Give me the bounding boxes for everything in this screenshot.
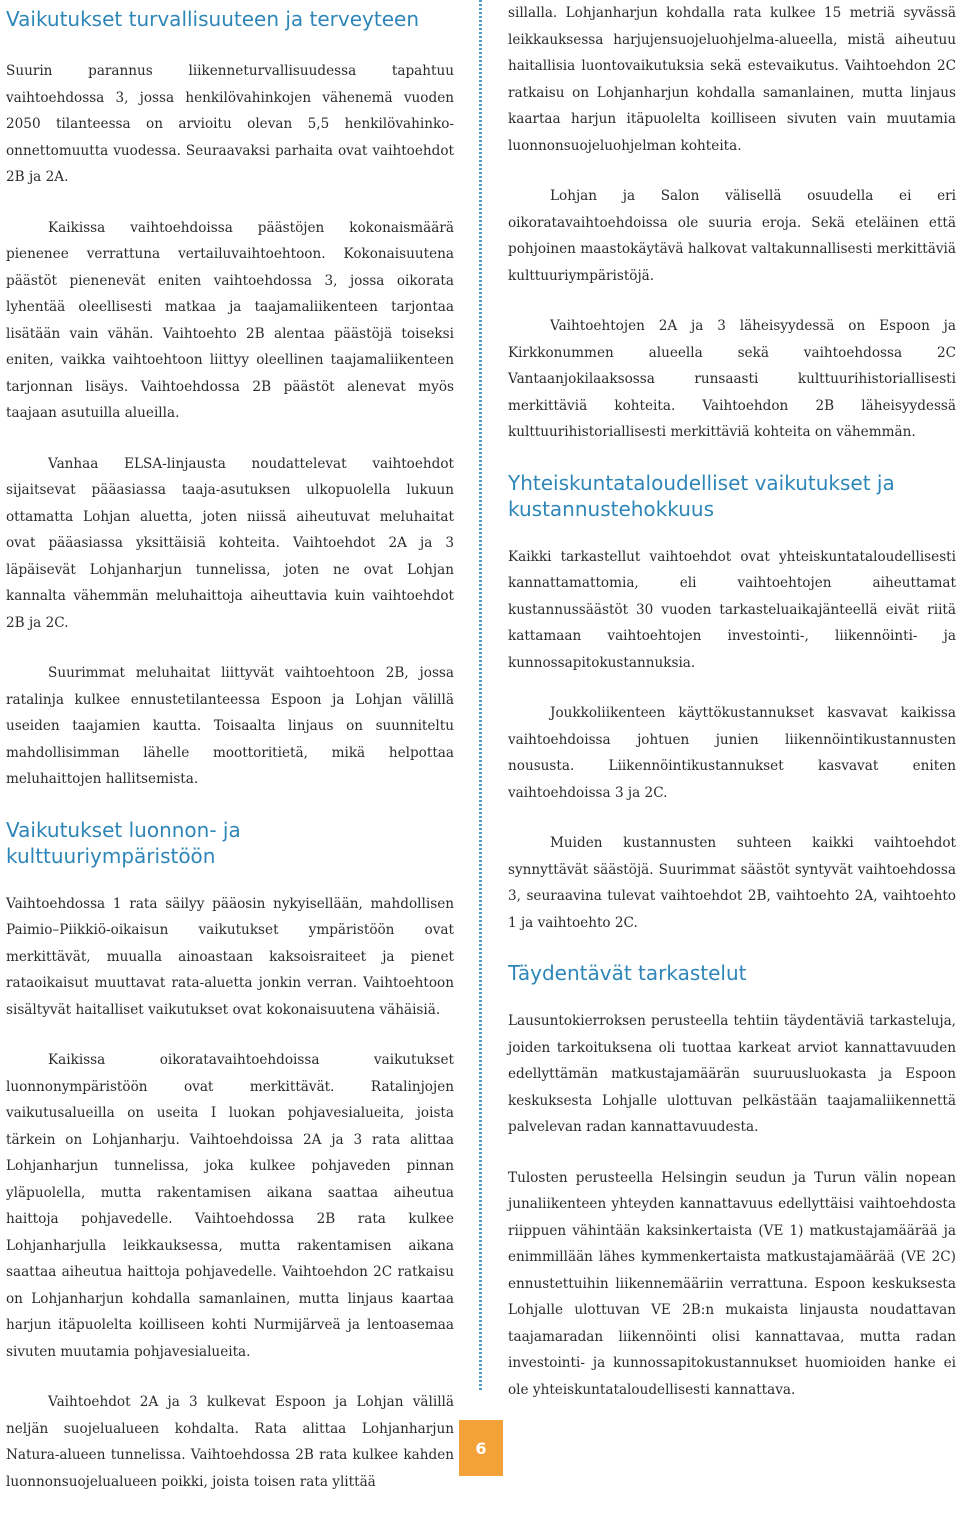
section-heading-nature-culture: Vaikutukset luonnon- ja kulttuuriympäristöön bbox=[6, 817, 241, 868]
paragraph: Kaikki tarkastellut vaihtoehdot ovat yhteiskuntataloudellisesti kannattamattomia, eli vaihtoehtojen aiheuttamat kustannussäästöt 30 vuoden tarkasteluaikajänteellä eivät riitä kattamaan vaihtoehtojen investointi-, liikennöinti- ja kunnossapitokustannuksia. bbox=[508, 548, 956, 671]
page-number-badge: 6 bbox=[459, 1420, 503, 1476]
paragraph: Joukkoliikenteen käyttökustannukset kasvavat kaikissa vaihtoehdoissa johtuen junien liikennöintikustannusten noususta. Liikennöintikustannukset kasvavat eniten vaihtoehdoissa 3 ja 2C. bbox=[508, 705, 956, 801]
section-heading-socioeconomic: Yhteiskuntataloudelliset vaikutukset ja kustannustehokkuus bbox=[508, 470, 895, 521]
paragraph: Vaihtoehtojen 2A ja 3 läheisyydessä on Espoon ja Kirkkonummen alueella sekä vaihtoehdossa 2C Vantaanjokilaaksossa runsaasti kulttuurihistoriallisesti merkittäviä kohteita. Vaihtoehdon 2B läheisyydessä kulttuurihistoriallisesti merkittäviä kohteita on vähemmän. bbox=[508, 318, 956, 440]
paragraph: Lohjan ja Salon välisellä osuudella ei eri oikoratavaihtoehdoissa ole suuria eroja. Sekä eteläinen että pohjoinen maastokäytävä halkovat valtakunnallisesti merkittäviä kulttuuriympäristöjä. bbox=[508, 188, 956, 284]
paragraph: Muiden kustannusten suhteen kaikki vaihtoehdot synnyttävät säästöjä. Suurimmat säästöt syntyvät vaihtoehdossa 3, seuraavina tulevat vaihtoehdot 2B, vaihtoehto 2A, vaihtoehto 1 ja vaihtoehto 2C. bbox=[508, 835, 956, 931]
paragraph: Vanhaa ELSA-linjausta noudattelevat vaihtoehdot sijaitsevat pääasiassa taaja-asutuksen ulkopuolella lukuun ottamatta Lohjan aluetta, joten niissä aiheutuvat meluhaitat ovat pääasiassa yksittäisiä kohteita. Vaihtoehdot 2A ja 3 läpäisevät Lohjanharjun tunnelissa, joten ne ovat Lohjan kannalta vähemmän meluhaittoja aiheuttavia kuin vaihtoehdot 2B ja 2C. bbox=[6, 455, 454, 631]
paragraph: Suurin parannus liikenneturvallisuudessa tapahtuu vaihtoehdossa 3, jossa henkilövahinkojen vähenemä vuoden 2050 tilanteessa on arvioitu olevan 5,5 henkilövahinko-onnettomuutta vuodessa. Seuraavaksi parhaita ovat vaihtoehdot 2B ja 2A. bbox=[6, 63, 454, 185]
paragraph: Kaikissa oikoratavaihtoehdoissa vaikutukset luonnonympäristöön ovat merkittävät. Ratalinjojen vaikutusalueilla on useita I luokan pohjavesialueita, joista tärkein on Lohjanharju. Vaihtoehdoissa 2A ja 3 rata alittaa Lohjanharjun tunnelissa, joka kulkee pohjaveden pinnan yläpuolella, mutta rakentamisen aikana saattaa aiheutua haittoja pohjavedelle. Vaihtoehdossa 2B rata kulkee Lohjanharjulla leikkauksessa, mutta rakentamisen aikana saattaa aiheutua haittoja pohjavedelle. Vaihtoehdon 2C ratkaisu on Lohjanharjun kohdalla samanlainen, mutta linjaus kaartaa harjun itäpuolelta koilliseen kohti Nurmijärveä ja lentoasemaa sivuten muutamia pohjavesialueita. bbox=[6, 1052, 454, 1360]
section-heading-safety-health: Vaikutukset turvallisuuteen ja terveyteen bbox=[6, 7, 420, 31]
paragraph: Lausuntokierroksen perusteella tehtiin täydentäviä tarkasteluja, joiden tarkoituksena oli tuottaa karkeat arviot kannattavuuden edellyttämän matkustajamäärän suuruusluokasta ja Espoon keskuksesta Lohjalle ulottuvan pelkästään taajamaliikennettä palvelevan radan kannattavuudesta. bbox=[508, 1013, 956, 1135]
paragraph: Suurimmat meluhaitat liittyvät vaihtoehtoon 2B, jossa ratalinja kulkee ennustetilanteessa Espoon ja Lohjan välillä useiden taajamien kautta. Toisaalta linjaus on suunniteltu mahdollisimman lähelle moottoritietä, mikä helpottaa meluhaittojen hallitsemista. bbox=[6, 665, 454, 787]
paragraph: sillalla. Lohjanharjun kohdalla rata kulkee 15 metriä syvässä leikkauksessa harjujensuojeluohjelma-alueella, mistä aiheutuu haitallisia luontovaikutuksia sekä estevaikutus. Vaihtoehdon 2C ratkaisu on Lohjanharjun kohdalla samanlainen, mutta linjaus kaartaa harjun itäpuolelta koilliseen sivuten vain muutamia luonnonsuojeluohjelman kohteita. bbox=[508, 5, 956, 154]
paragraph: Tulosten perusteella Helsingin seudun ja Turun välin nopean junaliikenteen yhteyden kannattavuus edellyttäisi vaihtoehdosta riippuen vähintään kaksinkertaista (VE 1) matkustajamäärää ja enimmillään lähes kymmenkertaista matkustajamäärää (VE 2C) ennustettuihin liikennemääriin verrattuna. Espoon keskuksesta Lohjalle ulottuvan VE 2B:n mukaista linjausta noudattavan taajamaradan liikennöinti olisi kannattavaa, mutta radan investointi- ja kunnossapitokustannukset huomioiden hanke ei ole yhteiskuntataloudellisesti kannattava. bbox=[508, 1169, 956, 1398]
right-column bbox=[508, 0, 956, 1427]
paragraph: Vaihtoehdot 2A ja 3 kulkevat Espoon ja Lohjan välillä neljän suojelualueen kohdalta. Rata alittaa Lohjanharjun Natura-alueen tunnelissa. Vaihtoehdossa 2B rata kulkee kahden luonnonsuojelualueen poikki, joista toisen rata ylittää bbox=[6, 1394, 454, 1490]
paragraph: Kaikissa vaihtoehdoissa päästöjen kokonaismäärä pienenee verrattuna vertailuvaihtoehtoon. Kokonaisuutena päästöt pienenevät eniten vaihtoehdossa 3, jossa oikorata lyhentää oleellisesti matkaa ja taajamaliikenteen tarjontaa lisätään vain vähän. Vaihtoehto 2B alentaa päästöjä toiseksi eniten, vaikka vaihtoehtoon liittyy oleellinen taajamaliikenteen tarjonnan lisäys. Vaihtoehdossa 2B päästöt alenevat myös taajaan asutuilla alueilla. bbox=[6, 219, 454, 421]
left-column bbox=[6, 0, 454, 1519]
section-heading-supplementary: Täydentävät tarkastelut bbox=[508, 961, 747, 985]
column-divider bbox=[479, 0, 482, 1390]
paragraph: Vaihtoehdossa 1 rata säilyy pääosin nykyisellään, mahdollisen Paimio–Piikkiö-oikaisun vaikutukset ympäristöön ovat merkittävät, muualla ainoastaan kaksoisraiteet ja pienet rataoikaisut muuttavat rata-aluetta jonkin verran. Vaihtoehtoon sisältyvät haitalliset vaikutukset ovat kokonaisuutena vähäisiä. bbox=[6, 895, 454, 1018]
